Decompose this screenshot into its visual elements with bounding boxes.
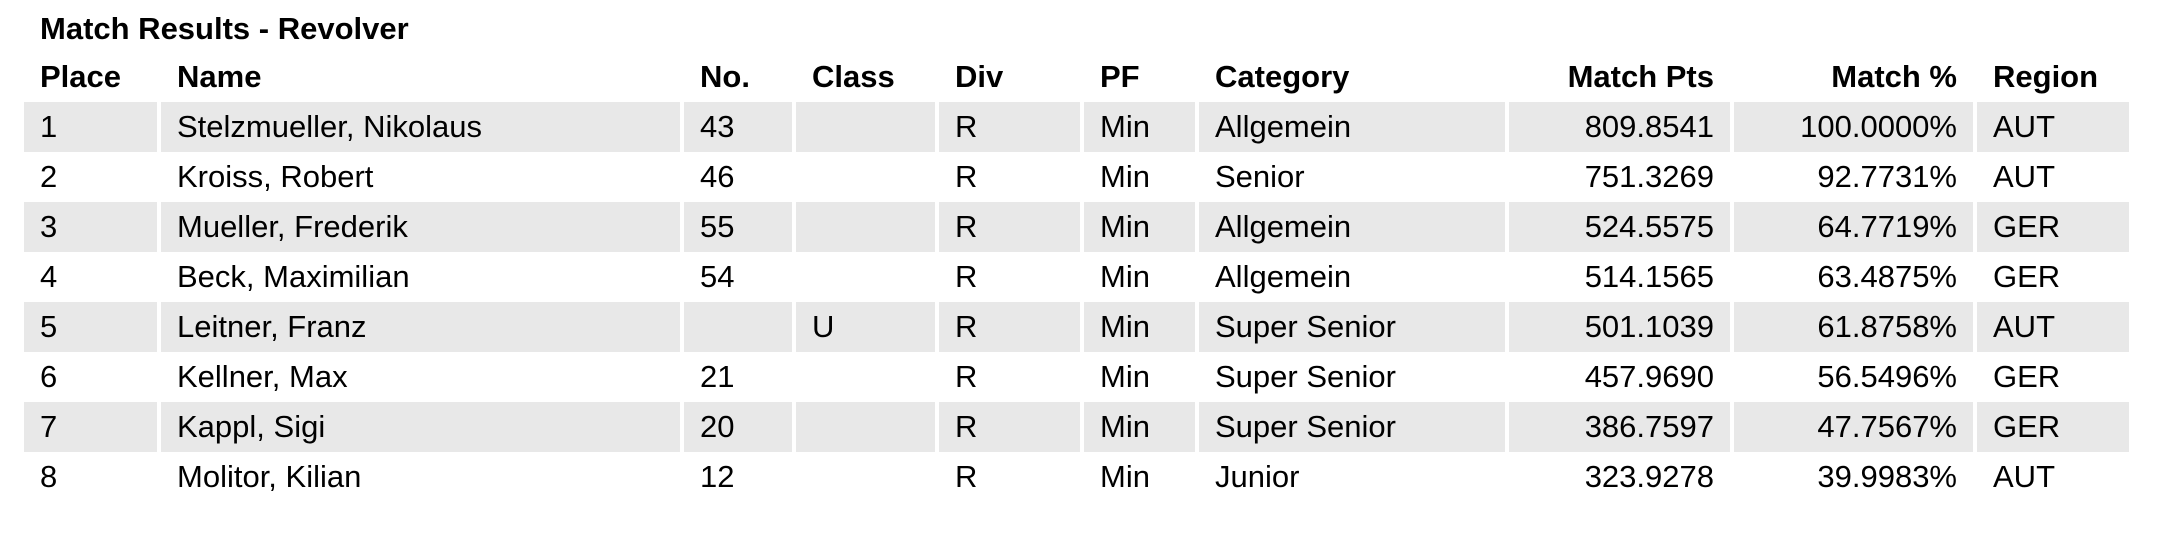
cell-class xyxy=(796,352,935,402)
column-header-class: Class xyxy=(796,52,935,102)
table-row xyxy=(24,152,2129,202)
cell-no: 21 xyxy=(684,352,792,402)
table-row xyxy=(24,452,2129,502)
column-header-place: Place xyxy=(24,52,157,102)
table-row xyxy=(24,252,2129,302)
cell-no: 12 xyxy=(684,452,792,502)
table-row xyxy=(24,352,2129,402)
cell-match_pct: 92.7731% xyxy=(1734,152,1973,202)
cell-no xyxy=(684,302,792,352)
cell-region: GER xyxy=(1977,352,2129,402)
cell-place: 2 xyxy=(24,152,157,202)
header-row xyxy=(24,52,2129,102)
cell-region: AUT xyxy=(1977,302,2129,352)
column-header-region: Region xyxy=(1977,52,2129,102)
column-header-div: Div xyxy=(939,52,1080,102)
cell-category: Allgemein xyxy=(1199,202,1505,252)
cell-no: 54 xyxy=(684,252,792,302)
cell-category: Allgemein xyxy=(1199,252,1505,302)
cell-match_pts: 386.7597 xyxy=(1509,402,1730,452)
cell-match_pct: 63.4875% xyxy=(1734,252,1973,302)
cell-no: 20 xyxy=(684,402,792,452)
table-row xyxy=(24,402,2129,452)
cell-no: 46 xyxy=(684,152,792,202)
cell-match_pts: 524.5575 xyxy=(1509,202,1730,252)
column-header-match_pct: Match % xyxy=(1734,52,1973,102)
cell-class: U xyxy=(796,302,935,352)
cell-no: 55 xyxy=(684,202,792,252)
cell-class xyxy=(796,452,935,502)
cell-place: 4 xyxy=(24,252,157,302)
cell-class xyxy=(796,202,935,252)
cell-div: R xyxy=(939,452,1080,502)
cell-name: Beck, Maximilian xyxy=(161,252,680,302)
cell-category: Allgemein xyxy=(1199,102,1505,152)
page-title: Match Results - Revolver xyxy=(40,11,409,46)
cell-name: Stelzmueller, Nikolaus xyxy=(161,102,680,152)
cell-name: Leitner, Franz xyxy=(161,302,680,352)
cell-pf: Min xyxy=(1084,252,1195,302)
cell-pf: Min xyxy=(1084,452,1195,502)
cell-place: 1 xyxy=(24,102,157,152)
cell-pf: Min xyxy=(1084,352,1195,402)
table-row xyxy=(24,302,2129,352)
cell-pf: Min xyxy=(1084,102,1195,152)
cell-place: 6 xyxy=(24,352,157,402)
cell-place: 3 xyxy=(24,202,157,252)
cell-category: Super Senior xyxy=(1199,352,1505,402)
cell-class xyxy=(796,102,935,152)
cell-class xyxy=(796,152,935,202)
column-header-name: Name xyxy=(161,52,680,102)
table-row xyxy=(24,202,2129,252)
cell-region: AUT xyxy=(1977,102,2129,152)
cell-category: Junior xyxy=(1199,452,1505,502)
match-results-table xyxy=(20,52,2133,502)
cell-region: AUT xyxy=(1977,452,2129,502)
cell-no: 43 xyxy=(684,102,792,152)
cell-pf: Min xyxy=(1084,402,1195,452)
column-header-match_pts: Match Pts xyxy=(1509,52,1730,102)
cell-match_pts: 323.9278 xyxy=(1509,452,1730,502)
cell-match_pct: 47.7567% xyxy=(1734,402,1973,452)
cell-match_pct: 100.0000% xyxy=(1734,102,1973,152)
cell-match_pct: 61.8758% xyxy=(1734,302,1973,352)
cell-match_pts: 809.8541 xyxy=(1509,102,1730,152)
cell-div: R xyxy=(939,152,1080,202)
cell-match_pct: 39.9983% xyxy=(1734,452,1973,502)
cell-region: GER xyxy=(1977,202,2129,252)
cell-class xyxy=(796,402,935,452)
cell-place: 5 xyxy=(24,302,157,352)
cell-div: R xyxy=(939,352,1080,402)
cell-name: Molitor, Kilian xyxy=(161,452,680,502)
cell-div: R xyxy=(939,302,1080,352)
cell-div: R xyxy=(939,252,1080,302)
column-header-pf: PF xyxy=(1084,52,1195,102)
cell-region: AUT xyxy=(1977,152,2129,202)
cell-region: GER xyxy=(1977,402,2129,452)
cell-match_pts: 457.9690 xyxy=(1509,352,1730,402)
cell-div: R xyxy=(939,402,1080,452)
cell-div: R xyxy=(939,102,1080,152)
table-body xyxy=(24,102,2129,502)
column-header-no: No. xyxy=(684,52,792,102)
cell-name: Kroiss, Robert xyxy=(161,152,680,202)
cell-name: Kellner, Max xyxy=(161,352,680,402)
cell-name: Mueller, Frederik xyxy=(161,202,680,252)
cell-region: GER xyxy=(1977,252,2129,302)
cell-match_pts: 514.1565 xyxy=(1509,252,1730,302)
cell-match_pct: 64.7719% xyxy=(1734,202,1973,252)
cell-place: 8 xyxy=(24,452,157,502)
cell-div: R xyxy=(939,202,1080,252)
cell-name: Kappl, Sigi xyxy=(161,402,680,452)
cell-place: 7 xyxy=(24,402,157,452)
cell-match_pct: 56.5496% xyxy=(1734,352,1973,402)
table-header xyxy=(24,52,2129,102)
cell-match_pts: 501.1039 xyxy=(1509,302,1730,352)
column-header-category: Category xyxy=(1199,52,1505,102)
table-row xyxy=(24,102,2129,152)
cell-pf: Min xyxy=(1084,302,1195,352)
cell-pf: Min xyxy=(1084,202,1195,252)
cell-class xyxy=(796,252,935,302)
cell-pf: Min xyxy=(1084,152,1195,202)
cell-match_pts: 751.3269 xyxy=(1509,152,1730,202)
cell-category: Senior xyxy=(1199,152,1505,202)
cell-category: Super Senior xyxy=(1199,402,1505,452)
cell-category: Super Senior xyxy=(1199,302,1505,352)
